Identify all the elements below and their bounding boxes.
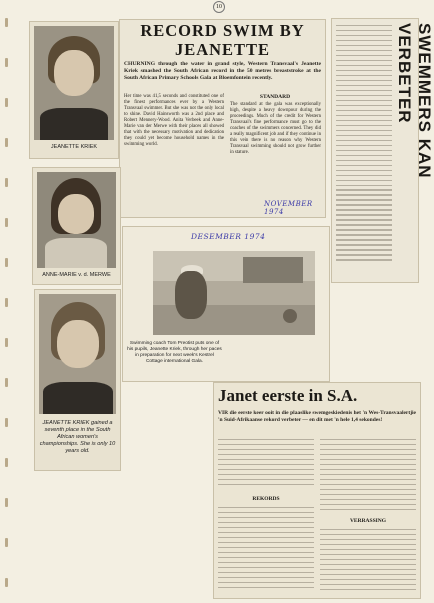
annemarie-photo-caption: ANNE-MARIE v. d. MERWE	[42, 272, 111, 278]
annemarie-photo	[37, 172, 116, 268]
janet-eerste-clipping	[213, 382, 421, 599]
scrapbook-binding	[0, 0, 14, 603]
record-swim-lead-text: through the water in grand style, Western Transvaal's Jeanette Kriek smashed the South African record in the 50 metres breaststroke at the South African Primary Schools Gala at Bloemfontein recently.	[124, 61, 321, 81]
janet-eerste-column-1-bottom	[218, 507, 314, 593]
swemmers-clipping	[331, 18, 434, 283]
jeanette-photo-clipping	[29, 21, 119, 159]
swemmers-body-text	[336, 25, 392, 265]
janet-eerste-subhead-verrassing: VERRASSING	[349, 518, 387, 524]
janet-eerste-column-2-bottom	[320, 529, 416, 593]
coach-photo-caption: Swimming coach Tom Preotist puts one of his pupils, Jeanette Kriek, through her paces in preparation for next week's Kestrel Cottage international Gala.	[127, 341, 222, 364]
jeanette-photo	[34, 26, 114, 140]
jeanette-second-photo	[39, 294, 116, 414]
record-swim-column-2: The standard at the gala was exceptionally high, despite a heavy downpour during the proceedings. Much of the credit for Western Transvaal's fine performance must go to the coaches of the swimmers concerned. They did a really magnificent job and if they continue in this vein there is no reason why Western Transvaal swimming should not grow further in stature.	[230, 102, 321, 155]
record-swim-headline: RECORD SWIM BY JEANETTE	[140, 21, 305, 59]
swemmers-headline: SWEMMERS KAN VERBETER	[395, 23, 434, 179]
record-swim-lead-bold: CHURNING	[124, 61, 156, 67]
record-swim-column-1: Her time was 41,5 seconds and constituted one of the finest performances ever by a Western Transvaal swimmer. But she was not the only local to shine. David Hainsworth was a 2nd place and Robert Mennery-Wood. Anita Verbeek and Anne-Marie van der Merwe with their places all showed that with the necessary motivation and dedication they could yet become household names in the swimming world.	[124, 94, 224, 147]
record-swim-date-note: NOVEMBER 1974	[264, 200, 313, 216]
janet-eerste-lead: VIR die eerste keer ooit in die plaaslike swemgeskiedenis het 'n Wes-Transvaalertjie 'n Suid-Afrikaanse rekord verbeter — en dit met 'n hele 1,4 sekondes!	[218, 410, 416, 423]
jeanette-photo-caption: JEANETTE KRIEK	[50, 144, 98, 150]
janet-eerste-column-2	[320, 439, 416, 515]
coach-photo-clipping	[122, 226, 330, 382]
record-swim-subhead: STANDARD	[259, 94, 291, 100]
record-swim-lead	[124, 61, 321, 92]
record-swim-clipping	[119, 19, 326, 218]
janet-eerste-headline: Janet eerste in S.A.	[218, 386, 358, 405]
jeanette-second-photo-caption: JEANETTE KRIEK gained a seventh place in the South African women's championships. She is only 10 years old.	[39, 420, 116, 454]
annemarie-photo-clipping	[32, 167, 121, 285]
janet-eerste-subhead-rekords: REKORDS	[252, 496, 280, 502]
janet-eerste-column-1	[218, 439, 314, 487]
coach-date-note: DESEMBER 1974	[191, 232, 266, 241]
coach-photo	[153, 251, 315, 335]
jeanette-second-photo-clipping	[34, 289, 121, 471]
page-number: 10	[213, 1, 225, 13]
